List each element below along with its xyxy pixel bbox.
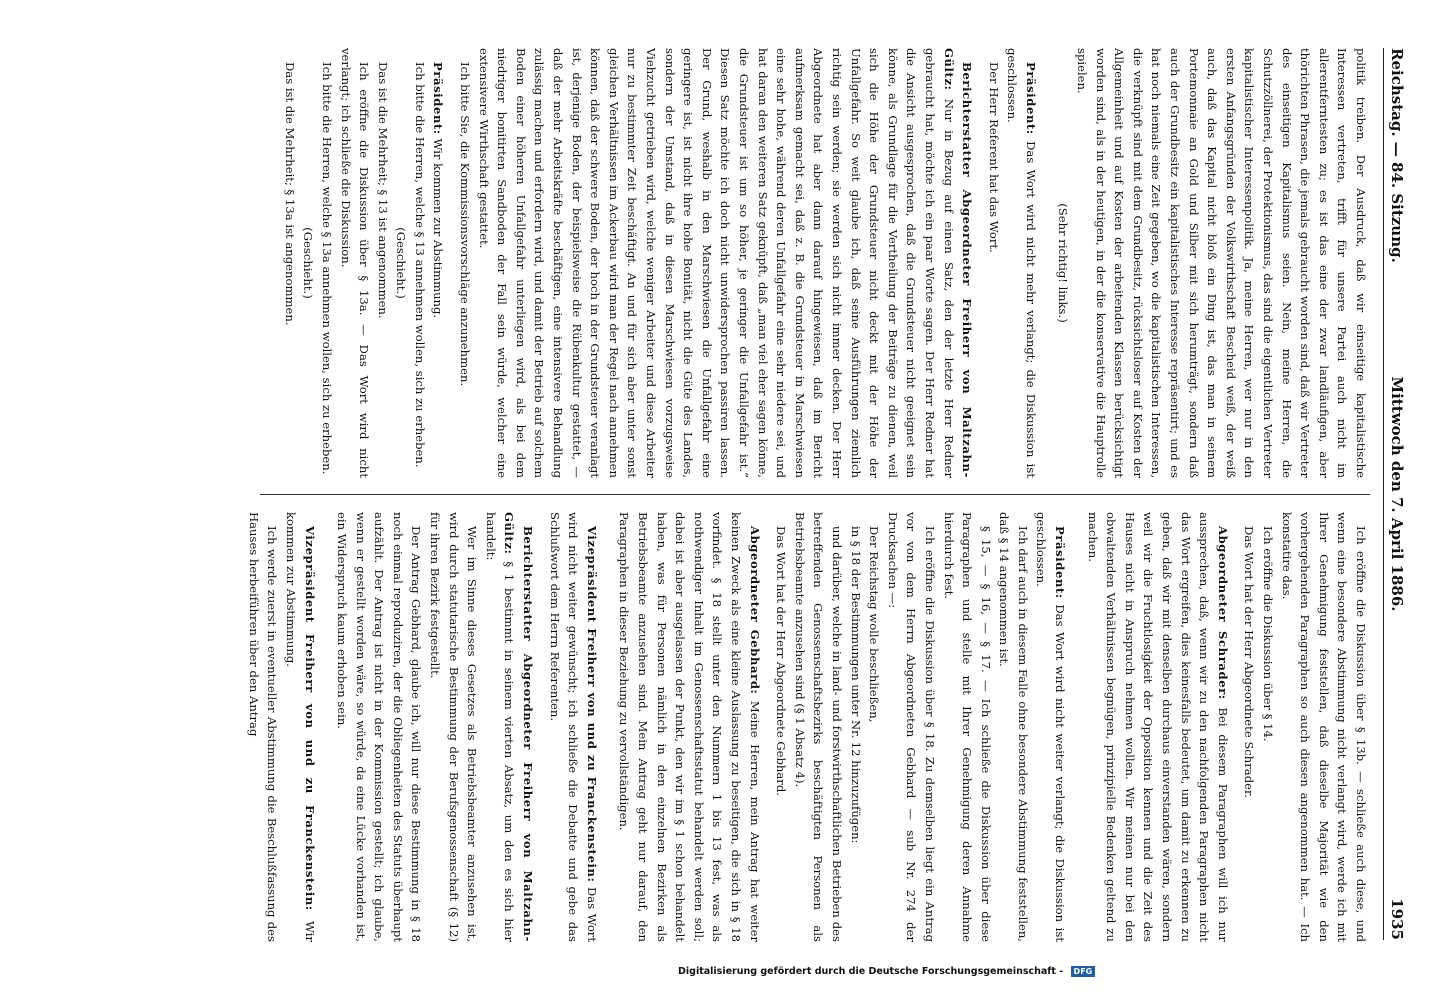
paragraph-text: (Geschieht.) (301, 227, 316, 299)
paragraph-text: Wir kommen zur Abstimmung. (283, 512, 317, 942)
paragraph-text: Das ist die Mehrheit; § 13a ist angenommen. (282, 62, 297, 326)
paragraph (1054, 48, 1073, 478)
paragraph-text: Ich bitte Sie, die Kommissionsvorschläge anzunehmen. (458, 62, 473, 387)
paragraph-gap (764, 512, 772, 942)
paragraph (1073, 48, 1371, 478)
paragraph (373, 48, 392, 478)
paragraph-text: Das Wort wird nicht mehr verlangt; die Diskussion ist geschlossen. (1005, 48, 1038, 478)
paragraph (281, 512, 318, 942)
paragraph (772, 512, 791, 942)
paragraph (984, 48, 1003, 478)
paragraph-text: Das Wort hat der Herr Abgeordnete Gebhard. (774, 526, 789, 796)
paragraph-text: politik treiben. Der Ausdruck, daß wir einseitige kapitalistische Interessen vertreten, trifft für unsere Partei auch nicht im allerentferntesten zu; es ist das eine der zwar landläufigen, aber thörichten Phrasen, die jemals gebraucht worden sind, daß wir Vertreter des einseitigen Kapitalismus seien. Nein, meine Herren, die Schutzzöllnerei, der Protektionismus, das sind die eigentlichen Vertreter kapitalistischer Interessenpolitik. Ja, meine Herren, wer nur in den ersten Anfangsgründen der Volkswirthschaft Bescheid weiß, der weiß auch, daß das Kapital nicht bloß ein Ding ist, das man in seinem Portemonnaie an Gold und Silber mit sich herumträgt, sondern daß auch der Grundbesitz ein kapitalistisches Interesse repräsentirt; und es hat noch niemals eine Zeit gegeben, wo die kapitalistischen Interessen, die verknüpft sind mit dem Grundbesitz, rücksichtsloser auf Kosten der Allgemeinheit und auf Kosten der arbeitenden Klassen berücksichtigt worden sind, als in der heutigen, in der die konservative die Hauptrolle spielen. (1075, 48, 1368, 478)
paragraph (615, 512, 764, 942)
paragraph-text: § 15, — § 16, — § 17. — Ich schließe die Diskussion über diese Paragraphen und stelle mit Ihrer Genehmigung deren Annahme hierdurch fest. (941, 512, 993, 942)
paragraph-text: und darüber, welche in land- und forstwirthschaftlichen Betrieben des betreffenden Genossenschaftsbezirks beschäftigten Personen als Betriebsbeamte anzusehen sind (§ 1 Absatz 4). (792, 512, 844, 942)
paragraph-text: Wir kommen zur Abstimmung. (431, 134, 446, 319)
paragraph (846, 512, 865, 942)
paragraph-gap (537, 512, 545, 942)
header-date: Mittwoch den 7. April 1886. (1388, 376, 1406, 612)
paragraph (481, 512, 537, 942)
paragraph (299, 48, 318, 478)
dfg-logo: DFG (1071, 966, 1096, 977)
paragraph-gap (601, 512, 615, 942)
paragraph-text: Meine Herren, mein Antrag hat weiter keinen Zweck als eine kleine Auslassung zu beseitigen, die sich in § 18 vorfindet. § 18 stellt unter den Nummern 1 bis 13 fest, was als nothwendiger Inhalt im Genossenschaftsstatut behandelt werden soll; dabei ist aber ausgelassen der Punkt, den wir im § 1 schon behandelt haben, was für Personen nämlich in den einzelnen Bezirken als Betriebsbeamte anzusehen sind. Mein Antrag geht nur darauf, den Paragraphen in dieser Beziehung zu vervollständigen. (617, 512, 762, 942)
paragraph-text: Ich eröffne die Diskussion über § 14. (1261, 526, 1276, 742)
speaker-name: Präsident: (431, 62, 446, 135)
paragraph-text: § 1 bestimmt in seinem vierten Absatz, um den es sich hier handelt: (483, 512, 517, 942)
right-column (246, 512, 1370, 942)
speaker-name: Abgeordneter Schrader: (1215, 526, 1230, 700)
paragraph (883, 512, 939, 942)
speaker-name: Vizepräsident Freiherr von und zu Franckenstein: (584, 526, 599, 883)
page-header (1383, 48, 1414, 940)
paragraph-text: Ich eröffne die Diskussion über § 13b. — schließe auch diese, und wenn eine besondere Abstimmung nicht verlangt wird, werde ich mit Ihrer Genehmigung feststellen, daß dieselbe Majorität wie den vorhergehenden Paragraphen so auch diesen angenommen hat. — Ich konstatire das. (1279, 512, 1368, 942)
paragraph (392, 48, 411, 478)
paragraph-text: Das ist die Mehrheit; § 13 ist angenommen. (375, 62, 390, 319)
paragraph-text: Der Antrag Gebhard, glaube ich, will nur diese Bestimmung in § 18 noch einmal reproduziren, der die Obliegenheiten des Statuts überhaupt aufzählt. Der Antrag ist nicht in der Kommission gestellt; ich glaube, wenn er gestellt worden wäre, so würde, da eine Lücke vorhanden ist, ein Widerspruch kaum erhoben sein. (335, 512, 424, 942)
paragraph (410, 48, 429, 478)
paragraph (429, 48, 448, 478)
paragraph (1277, 512, 1370, 942)
paragraph-text: Ich eröffne die Diskussion über § 18. Zu demselben liegt ein Antrag vor von dem Herrn Abgeordneten Gebhard — sub Nr. 274 der Drucksachen —: (885, 512, 937, 942)
speaker-name: Abgeordneter Gebhard: (747, 526, 762, 695)
paragraph-text: Das Wort wird nicht weiter verlangt; die Diskussion ist geschlossen. (1034, 512, 1068, 942)
paragraph (333, 512, 426, 942)
paragraph (1258, 512, 1277, 942)
paragraph (1032, 512, 1069, 942)
paragraph-gap (1069, 512, 1083, 942)
paragraph (995, 512, 1032, 942)
paragraph (244, 512, 281, 942)
paragraph (790, 512, 846, 942)
paragraph (426, 512, 482, 942)
paragraph-text: Wer im Sinne dieses Gesetzes als Betriebsbeamter anzusehen ist, wird durch statutarische Bestimmung der Berufsgenossenschaft (§ 12) für ihren Bezirk festgestellt. (428, 512, 480, 942)
paragraph-text: Nur in Bezug auf einen Satz, den der letzte Herr Redner gebraucht hat, möchte ich ein paar Worte sagen. Der Herr Redner hat die Ansicht ausgesprochen, daß die Grundsteuer nicht geeignet sein könne, als Grundlage für die Vertheilung der Beiträge zu dienen, weil sich die Höhe der Grundsteuer nicht deckt mit der Höhe der Unfallgefahr. So weit glaube ich, daß seine Ausführungen ziemlich richtig sein werden; sie werden sich nicht immer decken. Der Herr Abgeordnete hat aber dann darauf hingewiesen, daß im Bericht aufmerksam gemacht sei, daß z. B. die Grundsteuer in Marschwiesen eine sehr hohe, während deren Unfallgefahr eine sehr niedere sei, und hat daran den weiteren Satz geknüpft, daß „man viel eher sagen könne, die Grundsteuer ist um so höher, je geringer die Unfallgefahr ist.“ Diesen Satz möchte ich doch nicht unwidersprochen passiren lassen. Der Grund, weshalb in den Marschwiesen die Unfallgefahr eine geringere ist, ist nicht ihre hohe Bonität, nicht die Güte des Landes, sondern der Umstand, daß in diesen Marschwiesen vorzugsweise Viehzucht getrieben wird, welche weniger Arbeiter und diese Arbeiter nur zu bestimmter Zeit beschäftigt. An und für sich aber unter sonst gleichen Verhältnissen im Ackerbau wird man der Regel nach annehmen können, daß der schwere Boden, der hoch in der Grundsteuer veranlagt ist, derjenige Boden, der beispielsweise die Rübenkultur gestattet, — daß der mehr Arbeitskräfte beschäftigen, eine intensivere Behandlung zulässig machen und erfordern wird, und damit der Betrieb auf solchem Boden einer höheren Unfallgefahr unterliegen wird, als bei dem niedriger bonitirten Sandboden der Fall sein würde, welcher eine extensivere Wirthschaft gestattet. (476, 48, 956, 478)
paragraph (1240, 512, 1259, 942)
speaker-name: Vizepräsident Freiherr von und zu Franckenstein: (302, 526, 317, 911)
paragraph-text: in § 18 der Bestimmungen unter Nr. 12 hinzuzufügen: (848, 526, 863, 844)
paragraph-text: Ich bitte die Herren, welche § 13a annehmen wollen, sich zu erheben. (319, 62, 334, 475)
left-column (250, 48, 1370, 478)
paragraph-text: Ich werde zuerst in eventueller Abstimmung die Beschlußfassung des Hauses herbeiführen über den Antrag (246, 512, 280, 942)
paragraph (939, 512, 995, 942)
paragraph-gap (1040, 48, 1054, 478)
paragraph-text: (Sehr richtig! links.) (1056, 203, 1071, 323)
paragraph-gap (448, 48, 456, 478)
paragraph-gap (319, 512, 333, 942)
paragraph-gap (976, 48, 984, 478)
paragraph (1083, 512, 1232, 942)
side-note-text: Digitalisierung gefördert durch die Deutsche Forschungsgemeinschaft - (678, 966, 1064, 977)
paragraph-text: Ich darf auch in diesem Falle ohne besondere Abstimmung feststellen, daß § 14 angenommen ist. (997, 512, 1030, 942)
paragraph-text: Das Wort hat der Herr Abgeordnete Schrader. (1242, 526, 1257, 798)
page-number: 1935 (1388, 898, 1406, 940)
header-left: Reichstag. — 84. Sitzung. (1388, 48, 1406, 263)
paragraph (1003, 48, 1040, 478)
paragraph-text: Ich bitte die Herren, welche § 13 annehmen wollen, sich zu erheben. (412, 62, 427, 468)
speaker-name: Berichterstatter Abgeordneter Freiherr von Maltzahn-Gültz: (502, 512, 536, 942)
paragraph-text: Der Herr Referent hat das Wort. (986, 62, 1001, 253)
speaker-name: Präsident: (1023, 62, 1038, 135)
paragraph-text: Das Wort wird nicht weiter gewünscht; ich schließe die Debatte und gebe das Schlußwort dem Herrn Referenten. (547, 512, 599, 942)
speaker-name: Präsident: (1053, 526, 1068, 599)
paragraph (317, 48, 336, 478)
speaker-name: Berichterstatter Abgeordneter Freiherr von Maltzahn-Gültz: (941, 48, 975, 478)
column-divider (260, 494, 1370, 495)
side-note (678, 966, 1198, 986)
paragraph-text: Der Reichstag wolle beschließen, (867, 526, 882, 723)
paragraph-text: Ich eröffne die Diskussion über § 13a. — Das Wort wird nicht verlangt; ich schließe die Diskussion. (338, 48, 372, 478)
paragraph (474, 48, 976, 478)
paragraph (280, 48, 299, 478)
paragraph-text: (Geschieht.) (394, 227, 409, 299)
paragraph (545, 512, 601, 942)
paragraph (456, 48, 475, 478)
paragraph (336, 48, 373, 478)
paragraph-text: Bei diesem Paragraphen will ich nur aussprechen, daß, wenn wir zu den nachfolgenden Paragraphen nicht das Wort ergreifen, dies keinesfalls bedeutet, um damit zu erkennen zu geben, daß wir mit denselben durchaus einverstanden wären, sondern weil wir die Fruchtlosigkeit der Opposition kennen und die Zeit des Hauses nicht in Anspruch nehmen wollen. Wir meinen nur bei den obwaltenden Verhältnissen begnügen, prinzipielle Bedenken geltend zu machen. (1085, 512, 1230, 942)
paragraph (865, 512, 884, 942)
paragraph-gap (1232, 512, 1240, 942)
